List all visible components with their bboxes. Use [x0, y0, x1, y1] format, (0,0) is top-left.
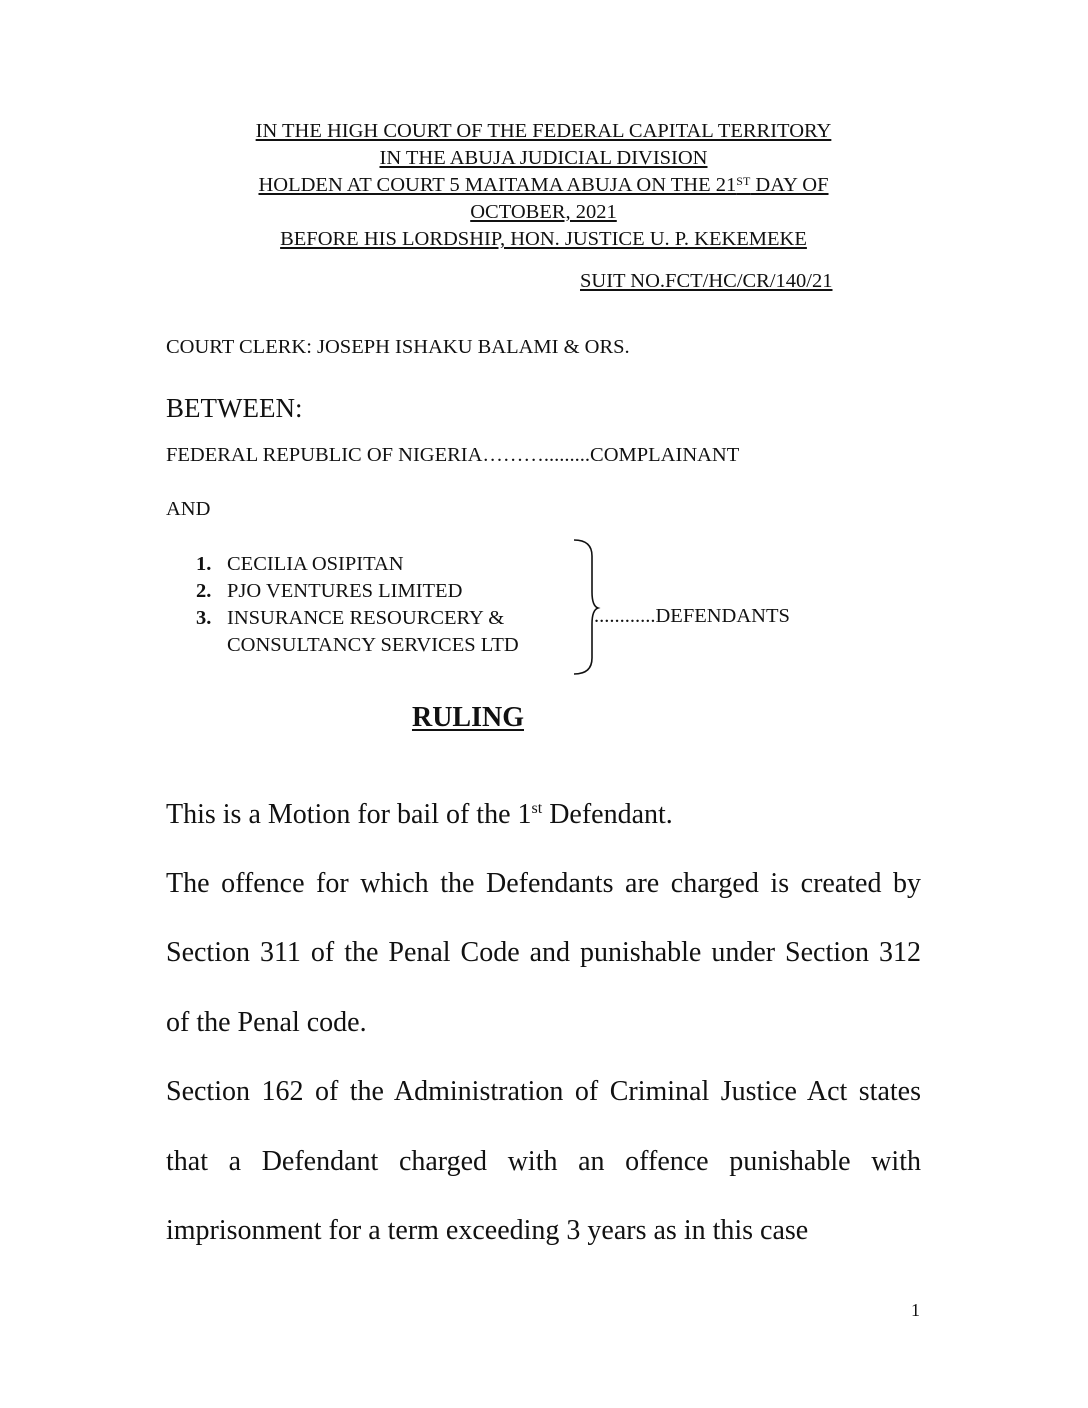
defendant-item: 1. CECILIA OSIPITAN	[196, 553, 404, 575]
body-paragraph-2: The offence for which the Defendants are charged is created by Section 311 of the Penal Code and punishable under Section 312 of the Penal code.	[166, 867, 921, 1038]
ruling-body	[166, 780, 921, 1266]
complainant-line: FEDERAL REPUBLIC OF NIGERIA……….........COMPLAINANT	[166, 444, 740, 466]
page-number: 1	[911, 1300, 920, 1320]
defendants-label: ............DEFENDANTS	[594, 605, 790, 627]
suit-number: SUIT NO.FCT/HC/CR/140/21	[580, 270, 833, 292]
defendant-item: 2. PJO VENTURES LIMITED	[196, 580, 463, 602]
body-paragraph-3: Section 162 of the Administration of Criminal Justice Act states that a Defendant charged with an offence punishable with imprisonment for a term exceeding 3 years as in this case	[166, 1076, 921, 1246]
heading-line-3: HOLDEN AT COURT 5 MAITAMA ABUJA ON THE 21ST DAY OF	[258, 174, 829, 196]
defendants-list	[196, 551, 519, 659]
ruling-title: RULING	[411, 702, 524, 733]
heading-line-4: OCTOBER, 2021	[470, 201, 617, 223]
court-heading	[166, 118, 921, 253]
court-clerk: COURT CLERK: JOSEPH ISHAKU BALAMI & ORS.	[166, 336, 630, 358]
body-paragraph-1: This is a Motion for bail of the 1st Defendant.	[166, 799, 673, 830]
defendant-item: CONSULTANCY SERVICES LTD	[227, 634, 519, 656]
heading-line-2: IN THE ABUJA JUDICIAL DIVISION	[379, 147, 708, 169]
defendant-item: 3. INSURANCE RESOURCERY &	[196, 607, 505, 629]
and-label: AND	[166, 498, 211, 520]
heading-line-1: IN THE HIGH COURT OF THE FEDERAL CAPITAL TERRITORY	[255, 120, 832, 142]
between-label: BETWEEN:	[166, 393, 303, 423]
heading-line-5: BEFORE HIS LORDSHIP, HON. JUSTICE U. P. KEKEMEKE	[280, 228, 807, 250]
